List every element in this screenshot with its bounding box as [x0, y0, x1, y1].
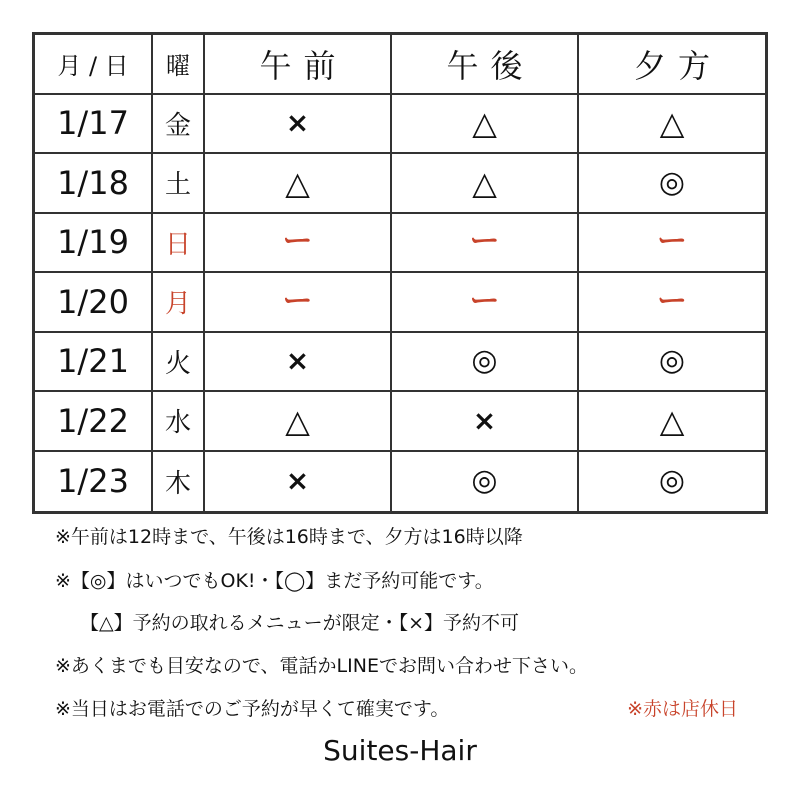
header-evening: 夕方 [579, 35, 765, 95]
availability-mark: ◎ [658, 343, 686, 379]
row-day-of-week: 土 [153, 154, 205, 214]
slot-afternoon [392, 452, 579, 512]
note-time-ranges: ※午前は12時まで、午後は16時まで、夕方は16時以降 [55, 526, 523, 548]
slot-afternoon [392, 392, 579, 452]
slot-afternoon [392, 154, 579, 214]
availability-mark: ー [282, 224, 313, 260]
slot-afternoon [392, 95, 579, 155]
availability-mark: × [285, 106, 310, 140]
availability-mark: ー [282, 283, 313, 319]
availability-mark: ー [657, 283, 687, 319]
schedule-table [32, 32, 768, 514]
slot-evening [579, 452, 765, 512]
availability-mark: ◎ [658, 463, 686, 499]
row-day-of-week: 火 [153, 333, 205, 393]
header-day-of-week: 曜 [153, 35, 205, 95]
row-date: 1/17 [35, 95, 153, 155]
row-day-of-week: 水 [153, 392, 205, 452]
slot-morning [205, 333, 392, 393]
availability-mark: × [285, 344, 310, 378]
note-contact: ※あくまでも目安なので、電話かLINEでお問い合わせ下さい。 [55, 655, 588, 677]
availability-mark: ー [469, 283, 500, 319]
row-date: 1/20 [35, 273, 153, 333]
brand-name: Suites-Hair [323, 734, 477, 767]
slot-evening [579, 273, 765, 333]
availability-mark: △ [285, 163, 310, 202]
row-day-of-week: 木 [153, 452, 205, 512]
row-day-of-week: 金 [153, 95, 205, 155]
row-day-of-week: 月 [153, 273, 205, 333]
slot-afternoon [392, 214, 579, 274]
slot-evening [579, 392, 765, 452]
slot-afternoon [392, 273, 579, 333]
availability-mark: ◎ [471, 463, 498, 499]
availability-mark: × [472, 403, 497, 437]
slot-morning [205, 95, 392, 155]
header-date: 月 / 日 [35, 35, 153, 95]
slot-evening [579, 154, 765, 214]
slot-morning [205, 452, 392, 512]
availability-mark: △ [472, 104, 497, 143]
slot-morning [205, 154, 392, 214]
availability-mark: △ [659, 104, 685, 143]
slot-afternoon [392, 333, 579, 393]
slot-morning [205, 392, 392, 452]
availability-mark: × [285, 464, 310, 498]
availability-mark: △ [659, 401, 685, 440]
availability-mark: ー [469, 224, 500, 260]
note-same-day: ※当日はお電話でのご予約が早くて確実です。 [55, 698, 450, 720]
row-date: 1/22 [35, 392, 153, 452]
header-morning: 午前 [205, 35, 392, 95]
note-holiday: ※赤は店休日 [627, 698, 738, 720]
row-date: 1/21 [35, 333, 153, 393]
row-date: 1/23 [35, 452, 153, 512]
note-symbol-legend-2: 【△】予約の取れるメニューが限定・【×】予約不可 [80, 612, 520, 634]
row-date: 1/19 [35, 214, 153, 274]
row-day-of-week: 日 [153, 214, 205, 274]
availability-mark: △ [472, 163, 497, 202]
availability-mark: ー [657, 224, 687, 260]
slot-evening [579, 95, 765, 155]
header-afternoon: 午後 [392, 35, 579, 95]
row-date: 1/18 [35, 154, 153, 214]
note-symbol-legend-1: ※【◎】はいつでもOK!・【◯】まだ予約可能です。 [55, 570, 494, 592]
slot-morning [205, 273, 392, 333]
availability-mark: ◎ [658, 164, 686, 200]
availability-mark: ◎ [471, 343, 498, 379]
slot-evening [579, 333, 765, 393]
slot-morning [205, 214, 392, 274]
availability-mark: △ [285, 401, 310, 440]
slot-evening [579, 214, 765, 274]
